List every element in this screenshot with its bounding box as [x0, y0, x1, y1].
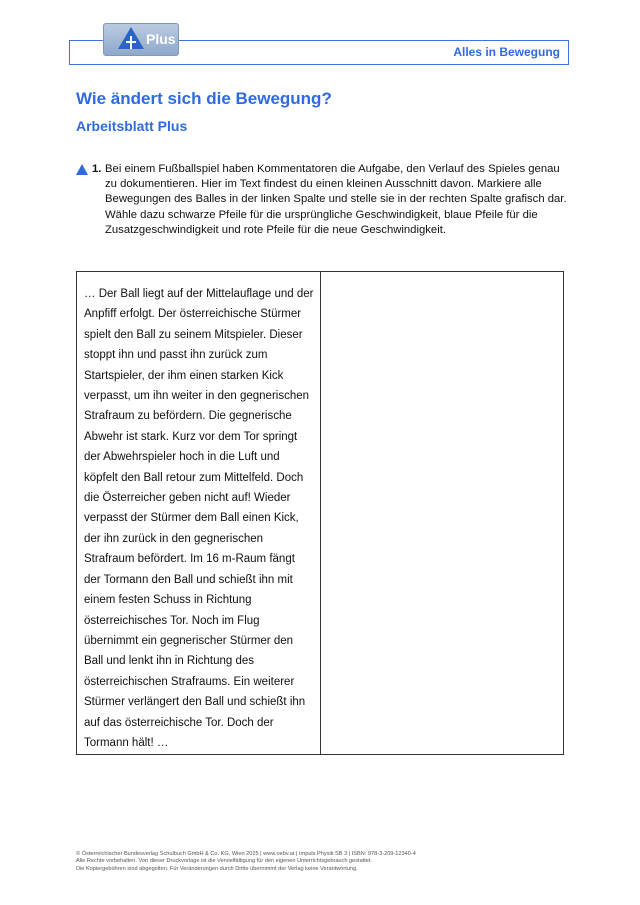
match-report-text: … Der Ball liegt auf der Mittelauflage und der Anpfiff erfolgt. Der österreichische Stürmer spielt den Ball zu seinem Mitspieler. Dieser stoppt ihn und passt ihn zurück zum Startspieler, der ihm einen starken Kick verpasst, um ihn weiter in den gegnerischen Strafraum zu befördern. Die gegnerische Abwehr ist stark. Kurz vor dem Tor springt der Abwehrspieler hoch in die Luft und köpfelt den Ball retour zum Mittelfeld. Doch die Österreicher geben nicht auf! Wieder verpasst der Stürmer dem Ball einen Kick, der ihn zurück in den gegnerischen Strafraum befördert. Im 16 m-Raum fängt der Tormann den Ball und schießt ihn mit einem festen Schuss in Richtung österreichisches Tor. Noch im Flug übernimmt ein gegnerischer Stürmer den Ball und lenkt ihn in Richtung des österreichischen Strafraums. Ein weiterer Stürmer verlängert den Ball und schießt ihn auf das österreichische Tor. Doch der Tormann hält! …	[84, 288, 314, 749]
task-1	[76, 162, 570, 238]
plus-logo	[103, 23, 179, 56]
page-subtitle: Arbeitsblatt Plus	[76, 118, 188, 134]
answer-table	[76, 271, 564, 755]
section-title: Alles in Bewegung	[453, 45, 560, 59]
page-title: Wie ändert sich die Bewegung?	[76, 89, 332, 108]
logo-label: Plus	[146, 31, 176, 47]
footer-rights: Alle Rechte vorbehalten. Von dieser Druckvorlage ist die Vervielfältigung für den eigenen Unterrichtsgebrauch gestattet.	[76, 858, 373, 865]
footer-copyright: © Österreichischer Bundesverlag Schulbuch GmbH & Co. KG, Wien 2025 | www.oebv.at | Impuls Physik SB 3 | ISBN: 978-3-209-12340-4	[76, 851, 416, 857]
footer-fees: Die Kopiergebühren sind abgegolten. Für Veränderungen durch Dritte übernimmt der Verlag keine Verantwortung.	[76, 865, 358, 872]
triangle-task-icon	[76, 164, 88, 175]
footer	[76, 851, 576, 873]
task-number: 1.	[92, 163, 102, 175]
task-instructions: Bei einem Fußballspiel haben Kommentatoren die Aufgabe, den Verlauf des Spieles genau zu dokumentieren. Hier im Text findest du einen kleinen Ausschnitt davon. Markiere alle Bewegungen des Balles in der linken Spalte und stelle sie in der rechten Spalte grafisch dar. Wähle dazu schwarze Pfeile für die ursprüngliche Geschwindigkeit, blaue Pfeile für die Zusatzgeschwindigkeit und rote Pfeile für die neue Geschwindigkeit.	[105, 163, 567, 236]
drawing-area-cell[interactable]	[321, 272, 563, 754]
